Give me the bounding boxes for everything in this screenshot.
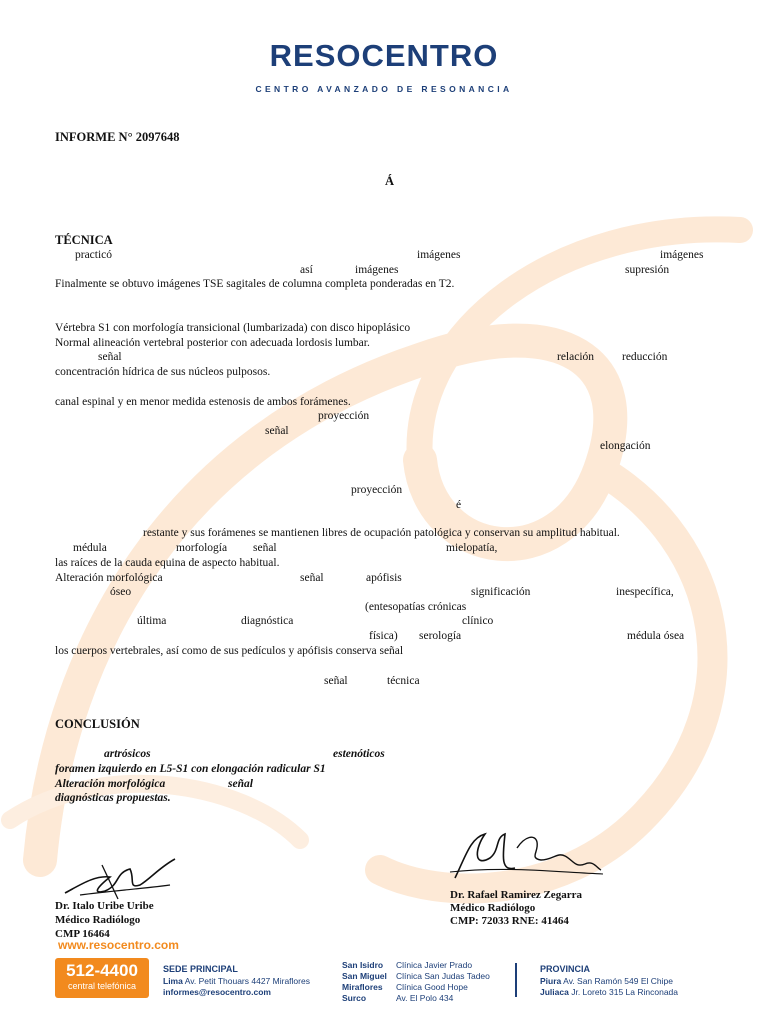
phone-label: central telefónica [67,981,137,991]
conclusion-text: foramen izquierdo en L5-S1 con elongación radicular S1 [55,763,326,775]
signature-left-icon [60,855,180,903]
finding-text: morfología [176,542,228,554]
finding-text: significación [471,586,531,598]
signature-left-role: Médico Radiólogo [55,914,141,926]
signature-right-name: Dr. Rafael Ramirez Zegarra [450,889,582,901]
tecnica-text: imágenes [660,249,704,261]
branch-district: Surco [342,993,367,1003]
finding-text: clínico [462,615,494,627]
finding-text: señal [253,542,277,554]
finding-text: óseo [110,586,132,598]
conclusion-text: artrósicos [104,748,151,760]
finding-text: médula [73,542,107,554]
finding-text: señal [265,425,289,437]
finding-text: diagnóstica [241,615,294,627]
signature-right-cmp: CMP: 72033 RNE: 41464 [450,915,569,927]
finding-text: concentración hídrica de sus núcleos pulposos. [55,366,271,378]
conclusion-text: estenóticos [333,748,385,760]
finding-text: (entesopatías crónicas [365,601,467,613]
finding-text: restante y sus forámenes se mantienen libres de ocupación patológica y conservan su amplitud habitual. [143,527,620,539]
finding-text: médula ósea [627,630,685,642]
signature-left-cmp: CMP 16464 [55,928,110,940]
conclusion-heading: CONCLUSIÓN [55,717,140,731]
finding-text: última [137,615,167,627]
report-title-fragment: Á [385,174,395,188]
branch-clinic: Clínica San Judas Tadeo [396,971,490,981]
website-link[interactable]: www.resocentro.com [58,938,179,952]
finding-text: canal espinal y en menor medida estenosis de ambos forámenes. [55,396,351,408]
finding-text: é [456,499,462,511]
signature-right-icon [445,828,605,888]
tecnica-heading: TÉCNICA [55,233,113,247]
branch-district: San Miguel [342,971,387,981]
branch-district: San Isidro [342,960,384,970]
tecnica-text: imágenes [355,264,399,276]
report-number: INFORME N° 2097648 [55,130,180,144]
conclusion-text: diagnósticas propuestas. [55,792,171,804]
conclusion-text: Alteración morfológica [55,778,166,790]
finding-text: apófisis [366,572,402,584]
signature-right-role: Médico Radiólogo [450,902,536,914]
provincia-address: Piura Av. San Ramón 549 El Chipe [540,976,673,986]
finding-text: señal [324,675,348,687]
branch-clinic: Clínica Good Hope [396,982,468,992]
phone-number: 512-4400 [66,961,138,980]
finding-text: proyección [318,410,370,422]
finding-text: serología [419,630,462,642]
branch-district: Miraflores [342,982,383,992]
logo-tagline: CENTRO AVANZADO DE RESONANCIA [255,84,513,94]
tecnica-text: practicó [75,249,113,261]
finding-text: proyección [351,484,403,496]
tecnica-text: Finalmente se obtuvo imágenes TSE sagitales de columna completa ponderadas en T2. [55,278,455,290]
finding-text: los cuerpos vertebrales, así como de sus pedículos y apófisis conserva señal [55,645,404,657]
finding-text: técnica [387,675,420,687]
logo [0,38,768,94]
branch-clinic: Av. El Polo 434 [396,993,454,1003]
provincia-title: PROVINCIA [540,964,591,974]
finding-text: Alteración morfológica [55,572,163,584]
tecnica-text: así [300,264,313,276]
tecnica-text: imágenes [417,249,461,261]
sede-title: SEDE PRINCIPAL [163,964,238,974]
finding-text: reducción [622,351,668,363]
finding-text: mielopatía, [446,542,498,554]
phone-box [55,958,149,998]
logo-name: RESOCENTRO [269,38,499,73]
sede-address: Lima Av. Petit Thouars 4427 Miraflores [163,976,310,986]
finding-text: Vértebra S1 con morfología transicional (lumbarizada) con disco hipoplásico [55,322,411,334]
provincia-address: Juliaca Jr. Loreto 315 La Rinconada [540,987,679,997]
finding-text: relación [557,351,595,363]
conclusion-text: señal [228,778,253,790]
signature-left-name: Dr. Italo Uribe Uribe [55,900,154,912]
finding-text: física) [369,630,398,642]
finding-text: inespecífica, [616,586,674,598]
branch-clinic: Clínica Javier Prado [396,960,473,970]
finding-text: señal [98,351,122,363]
finding-text: Normal alineación vertebral posterior con adecuada lordosis lumbar. [55,337,370,349]
finding-text: señal [300,572,324,584]
footer-divider [515,963,517,997]
sede-email[interactable]: informes@resocentro.com [163,987,271,997]
finding-text: elongación [600,440,651,452]
finding-text: las raíces de la cauda equina de aspecto habitual. [55,557,280,569]
tecnica-text: supresión [625,264,670,276]
